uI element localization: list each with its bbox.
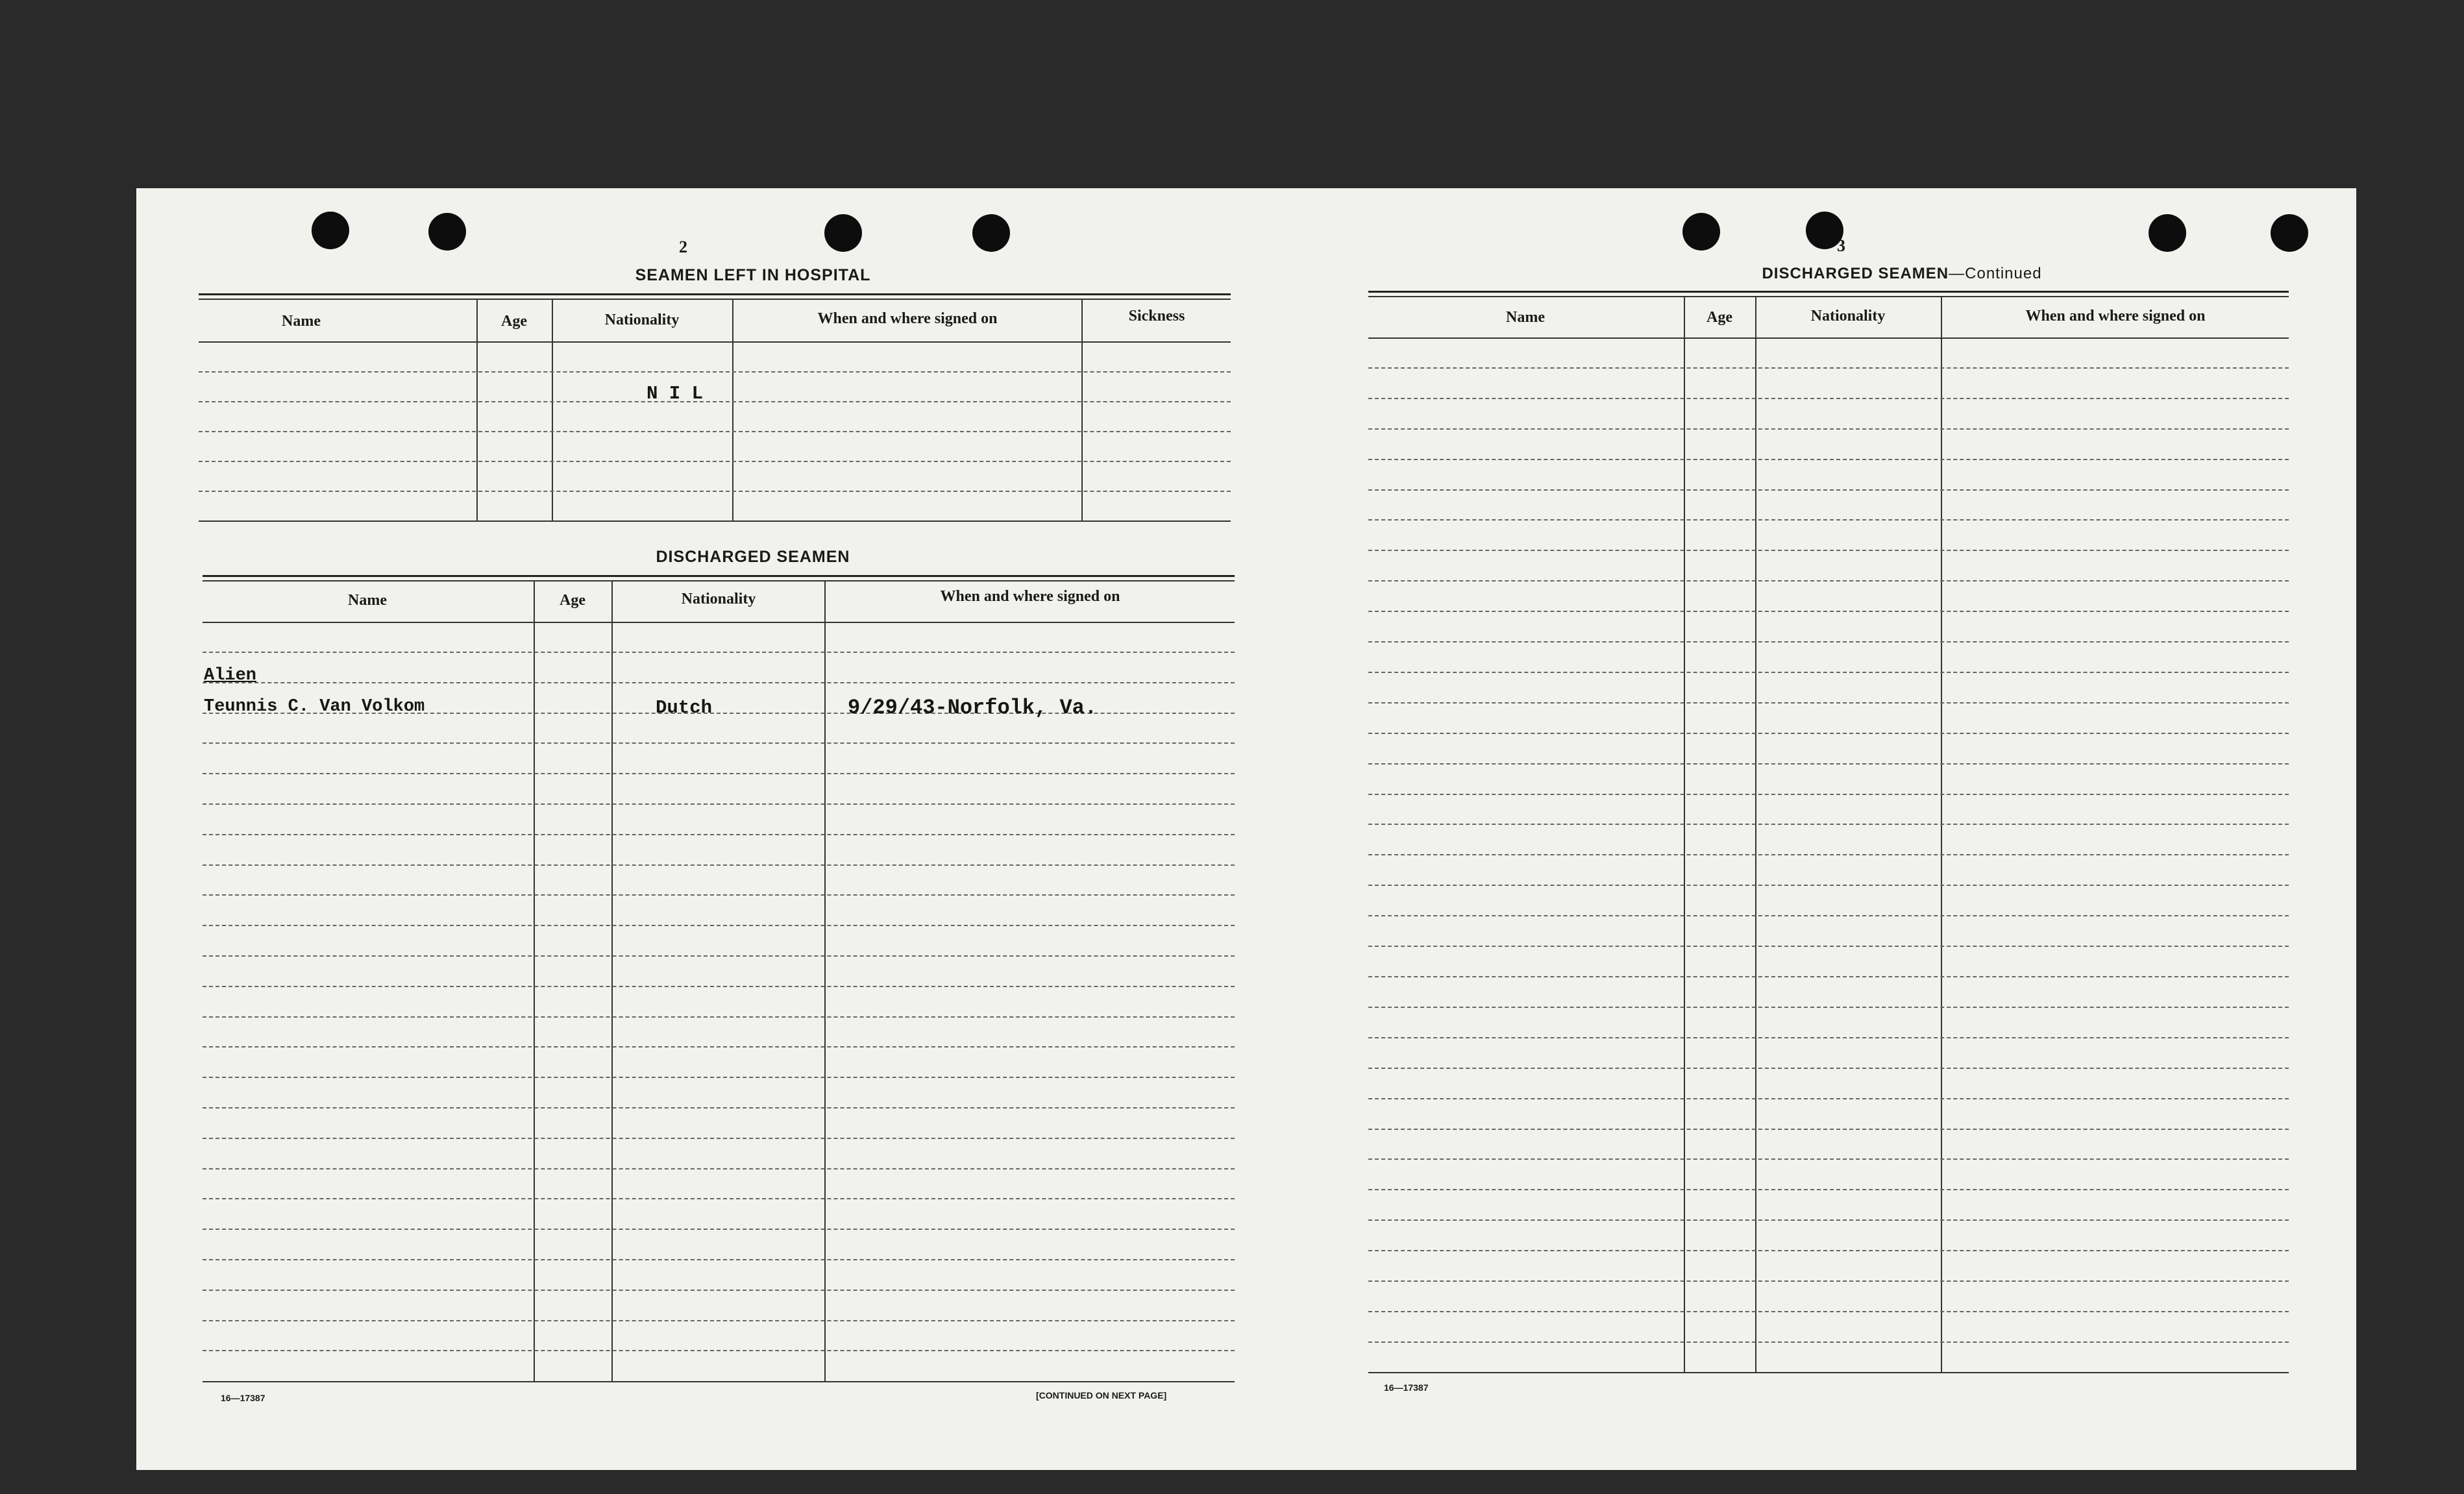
column-divider bbox=[476, 300, 478, 522]
row-line bbox=[1368, 733, 2289, 734]
column-header-nationality: Nationality bbox=[604, 312, 680, 328]
row-line bbox=[203, 834, 1235, 835]
punch-hole bbox=[428, 213, 466, 251]
seaman-signed-on: 9/29/43-Norfolk, Va. bbox=[848, 696, 1098, 720]
header-underline bbox=[1368, 337, 2289, 339]
row-line bbox=[1368, 428, 2289, 430]
row-line bbox=[199, 431, 1231, 432]
row-line bbox=[1368, 1280, 2289, 1282]
row-line bbox=[1368, 580, 2289, 582]
row-line bbox=[1368, 1250, 2289, 1251]
row-line bbox=[1368, 976, 2289, 977]
row-line bbox=[1368, 824, 2289, 825]
column-header-age: Age bbox=[560, 592, 585, 609]
row-line bbox=[1368, 550, 2289, 551]
punch-hole bbox=[972, 214, 1010, 252]
row-line bbox=[203, 803, 1235, 805]
row-line bbox=[1368, 1037, 2289, 1038]
header-underline bbox=[199, 341, 1231, 343]
row-line bbox=[1368, 1158, 2289, 1160]
column-header-age: Age bbox=[501, 313, 527, 330]
divider bbox=[203, 580, 1235, 582]
column-divider bbox=[732, 300, 733, 522]
section-bottom bbox=[199, 520, 1231, 522]
row-line bbox=[199, 371, 1231, 373]
punch-hole bbox=[1682, 213, 1720, 251]
seaman-name: Teunnis C. Van Volkom bbox=[204, 697, 425, 716]
row-line bbox=[1368, 763, 2289, 765]
divider bbox=[203, 575, 1235, 577]
row-line bbox=[1368, 519, 2289, 520]
row-line bbox=[203, 1107, 1235, 1108]
row-line bbox=[203, 1350, 1235, 1351]
row-line bbox=[203, 894, 1235, 896]
seaman-nationality: Dutch bbox=[656, 697, 713, 718]
row-line bbox=[203, 925, 1235, 926]
document-page bbox=[136, 188, 2356, 1470]
row-line bbox=[203, 1168, 1235, 1169]
row-line bbox=[1368, 1007, 2289, 1008]
row-line bbox=[1368, 611, 2289, 612]
row-line bbox=[1368, 1311, 2289, 1312]
row-line bbox=[203, 1138, 1235, 1139]
column-divider bbox=[824, 582, 826, 1381]
column-header-signed-on: When and where signed on bbox=[2025, 308, 2206, 325]
row-line bbox=[199, 491, 1231, 492]
form-number: 16—17387 bbox=[221, 1393, 265, 1403]
row-line bbox=[203, 742, 1235, 744]
divider bbox=[199, 293, 1231, 295]
divider bbox=[199, 299, 1231, 300]
discharged-section-title: DISCHARGED SEAMEN bbox=[656, 548, 850, 566]
section-bottom bbox=[203, 1381, 1235, 1382]
divider bbox=[1368, 296, 2289, 297]
row-line bbox=[1368, 1098, 2289, 1099]
row-line bbox=[203, 652, 1235, 653]
category-label: Alien bbox=[204, 666, 257, 685]
continued-section-title-suffix: —Continued bbox=[1949, 265, 2042, 282]
column-header-signed-on: When and where signed on bbox=[940, 588, 1120, 605]
row-line bbox=[1368, 1189, 2289, 1190]
row-line bbox=[1368, 885, 2289, 886]
row-line bbox=[203, 1046, 1235, 1047]
column-divider bbox=[552, 300, 553, 522]
row-line bbox=[203, 1290, 1235, 1291]
row-line bbox=[1368, 1219, 2289, 1221]
row-line bbox=[1368, 946, 2289, 947]
continued-note: [CONTINUED ON NEXT PAGE] bbox=[1036, 1390, 1167, 1401]
column-header-name: Name bbox=[282, 313, 321, 330]
continued-section-title bbox=[1564, 265, 2239, 283]
left-page-number: 2 bbox=[679, 238, 687, 256]
row-line bbox=[203, 773, 1235, 774]
row-line bbox=[1368, 702, 2289, 704]
hospital-entry-nil: N I L bbox=[647, 383, 704, 404]
row-line bbox=[203, 955, 1235, 957]
column-header-nationality: Nationality bbox=[681, 591, 756, 607]
row-line bbox=[203, 1320, 1235, 1321]
column-header-age: Age bbox=[1706, 309, 1732, 326]
column-header-name: Name bbox=[348, 592, 387, 609]
column-header-signed-on: When and where signed on bbox=[817, 310, 998, 327]
row-line bbox=[1368, 915, 2289, 916]
row-line bbox=[1368, 459, 2289, 460]
punch-hole bbox=[2149, 214, 2186, 252]
row-line bbox=[1368, 641, 2289, 643]
row-line bbox=[203, 1016, 1235, 1018]
row-line bbox=[199, 401, 1231, 402]
row-line bbox=[203, 1198, 1235, 1199]
row-line bbox=[1368, 1341, 2289, 1343]
column-divider bbox=[611, 582, 613, 1381]
column-divider bbox=[1081, 300, 1083, 522]
column-header-sickness: Sickness bbox=[1128, 308, 1185, 325]
continued-section-title-main: DISCHARGED SEAMEN bbox=[1762, 265, 1949, 282]
row-line bbox=[1368, 1068, 2289, 1069]
punch-hole bbox=[2271, 214, 2308, 252]
punch-hole bbox=[824, 214, 862, 252]
row-line bbox=[203, 1077, 1235, 1078]
row-line bbox=[1368, 489, 2289, 491]
punch-hole bbox=[312, 212, 349, 249]
row-line bbox=[203, 986, 1235, 987]
form-number: 16—17387 bbox=[1384, 1382, 1429, 1393]
row-line bbox=[203, 1229, 1235, 1230]
right-page-number: 3 bbox=[1837, 236, 1845, 255]
row-line bbox=[203, 864, 1235, 866]
row-line bbox=[199, 461, 1231, 462]
header-underline bbox=[203, 622, 1235, 623]
row-line bbox=[1368, 367, 2289, 369]
section-bottom bbox=[1368, 1372, 2289, 1373]
row-line bbox=[1368, 672, 2289, 673]
row-line bbox=[203, 682, 1235, 683]
divider bbox=[1368, 291, 2289, 293]
hospital-section-title: SEAMEN LEFT IN HOSPITAL bbox=[635, 266, 871, 284]
column-divider bbox=[534, 582, 535, 1381]
column-header-name: Name bbox=[1506, 309, 1545, 326]
column-header-nationality: Nationality bbox=[1810, 308, 1886, 325]
row-line bbox=[203, 1259, 1235, 1260]
row-line bbox=[1368, 794, 2289, 795]
row-line bbox=[1368, 398, 2289, 399]
row-line bbox=[1368, 1129, 2289, 1130]
row-line bbox=[1368, 854, 2289, 855]
